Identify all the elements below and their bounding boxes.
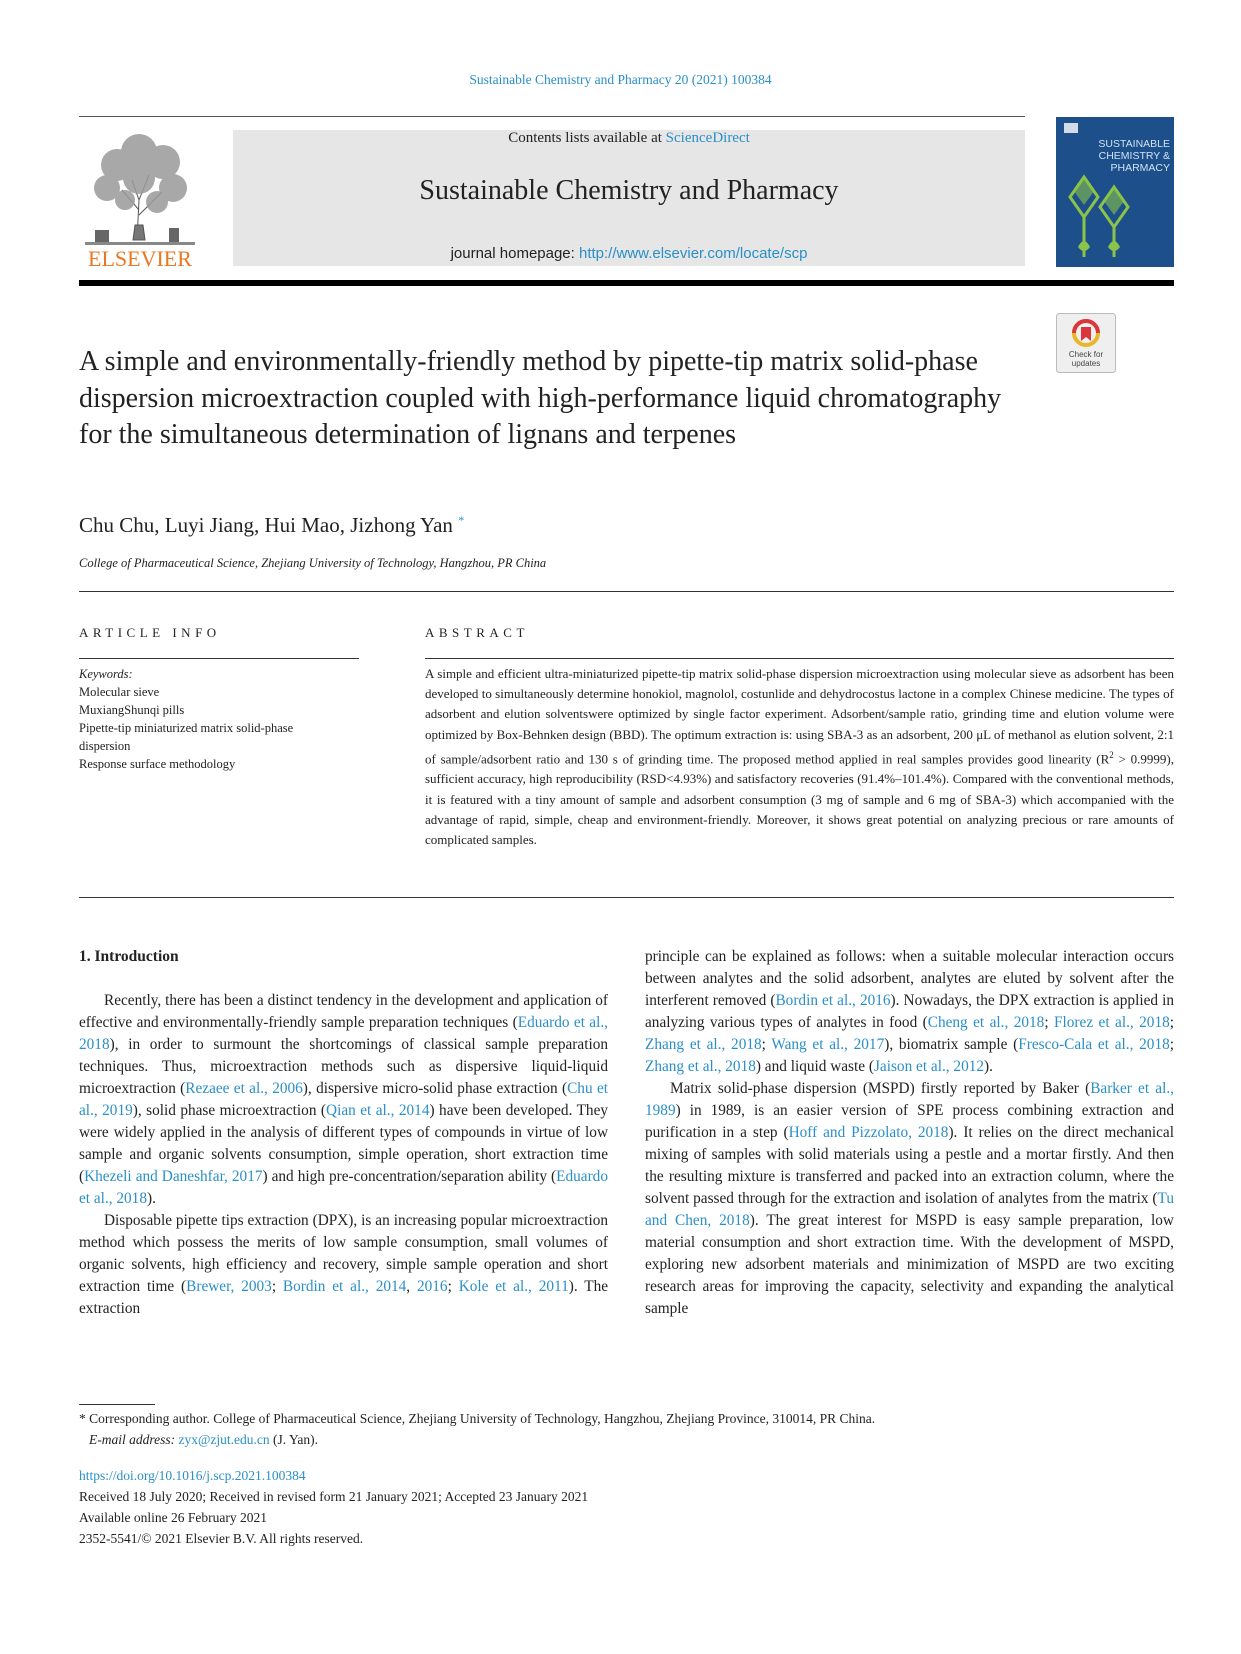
paragraph-text: ; [271,1278,283,1295]
paragraph-text: ). It relies on the direct mechanical mixing of samples with solid materials using a pestle and a mortar firstly. And then the resulting mixture is transferred and packed into an extraction column, where the solvent passed through for the extraction and isolation of analytes from the matrix ( [645,1124,1174,1207]
body-column-left [79,990,608,1320]
citation-link[interactable]: Zhang et al., 2018 [645,1058,756,1075]
body-column-right [645,946,1174,1320]
elsevier-wordmark: ELSEVIER [88,246,192,270]
keyword-item: Molecular sieve [79,685,160,699]
section-heading-introduction: 1. Introduction [79,948,179,965]
header-thick-rule [79,280,1174,286]
citation-link[interactable]: Cheng et al., 2018 [927,1014,1045,1031]
citation-link[interactable]: Zhang et al., 2018 [645,1036,762,1053]
paragraph-text: ; [1169,1036,1174,1053]
abstract-bottom-rule [79,897,1174,898]
keyword-item: MuxiangShunqi pills [79,703,185,717]
paragraph [645,946,1174,1078]
header-rule [79,116,1025,117]
paragraph-text: ) and liquid waste ( [755,1058,874,1075]
paragraph-text: ; [1044,1014,1055,1031]
contents-prefix: Contents lists available at [508,130,666,146]
journal-reference-link[interactable]: Sustainable Chemistry and Pharmacy 20 (2021) 100384 [469,72,772,87]
doi-link[interactable]: https://doi.org/10.1016/j.scp.2021.100384 [79,1468,306,1483]
elsevier-tree-icon [77,130,203,270]
footnote-email-line [79,1429,875,1450]
keyword-item: Pipette-tip miniaturized matrix solid-phase [79,721,294,735]
paragraph-text: ; [1169,1014,1174,1031]
citation-link[interactable]: Tu and Chen, 2018 [645,1190,1174,1229]
paragraph-text: Recently, there has been a distinct tendency in the development and application of effective and environmentally-friendly sample preparation techniques ( [79,992,608,1031]
paragraph [79,990,608,1210]
check-for-updates-icon [1056,313,1116,373]
homepage-link[interactable]: http://www.elsevier.com/locate/scp [579,245,808,262]
svg-text:PHARMACY: PHARMACY [1110,162,1170,174]
received-dates: Received 18 July 2020; Received in revised form 21 January 2021; Accepted 23 January 2021 [79,1489,589,1504]
email-label: E-mail address: [89,1432,179,1447]
footnote-text: Corresponding author. College of Pharmaceutical Science, Zhejiang University of Technology, Hangzhou, Zhejiang Province, 310014, PR China. [89,1411,876,1426]
citation-link[interactable]: Khezeli and Daneshfar, 2017 [84,1168,263,1185]
available-online: Available online 26 February 2021 [79,1510,267,1525]
citation-link[interactable]: Chu et al., 2019 [79,1080,608,1119]
article-meta [79,1465,588,1549]
svg-text:Check for: Check for [1068,350,1104,359]
citation-link[interactable]: Bordin et al., 2014 [282,1278,407,1295]
author-names: Chu Chu, Luyi Jiang, Hui Mao, Jizhong Yan [79,513,453,537]
homepage-line [233,245,1025,262]
citation-link[interactable]: 2016 [416,1278,448,1295]
abstract-text: A simple and efficient ultra-miniaturized pipette-tip matrix solid-phase dispersion microextraction using molecular sieve as adsorbent has been developed to simultaneously determine honokiol, magnolol, costunlide and dehydrocostus lactone in a complex Chinese medicine. The types of adsorbent and elution solventswere optimized by single factor experiment. Adsorbent/sample ratio, grinding time and elution volume were optimized by Box-Behnken design (BBD). The optimum extraction is: using SBA-3 as an adsorbent, 200 μL of methanol as elution solvent, 2:1 of sample/adsorbent ratio and 130 s of grinding time. The proposed method applied in real samples provides good linearity $(R^2 > 0.9999)$, sufficient accuracy, high reproducibility (RSD<4.93%) and satisfactory recoveries (91.4%–101.4%). Compared with the conventional methods, it is featured with a tiny amount of sample and adsorbent consumption (3 mg of sample and 6 mg of SBA-3) which accompanied with the advantage of rapid, simple, cheap and environment-friendly. Moreover, it shows great potential on analyzing precious or rare amounts of complicated samples. [425,666,1174,847]
paragraph-text: ), solid phase microextraction ( [132,1102,327,1119]
email-suffix: (J. Yan). [269,1432,319,1447]
journal-cover [1056,117,1174,267]
paragraph-text: , [406,1278,417,1295]
footnote [79,1408,875,1450]
citation-link[interactable]: Kole et al., 2011 [458,1278,569,1295]
citation-link[interactable]: Eduardo et al., 2018 [79,1168,608,1207]
keyword-item: dispersion [79,739,131,753]
cover-image-icon [1056,117,1174,267]
keyword-item: Response surface methodology [79,757,236,771]
abstract-heading: ABSTRACT [425,625,529,640]
affiliation-rule [79,591,1174,592]
footnote-mark: * [79,1411,86,1426]
paragraph-text: ). [146,1190,156,1207]
journal-banner [233,130,1025,266]
svg-text:updates: updates [1071,359,1101,368]
footnote-line [79,1408,875,1429]
keywords-block [79,665,359,773]
footnote-rule [79,1404,155,1405]
check-for-updates-badge[interactable] [1056,313,1116,373]
copyright: 2352-5541/© 2021 Elsevier B.V. All rights reserved. [79,1531,364,1546]
article-title: A simple and environmentally-friendly method by pipette-tip matrix solid-phase dispersion microextraction coupled with high-performance liquid chromatography for the simultaneous determination of lignans and terpenes [79,346,1002,450]
svg-text:CHEMISTRY &: CHEMISTRY & [1098,150,1170,162]
paragraph-text: ), in order to surmount the shortcomings of classical sample preparation techniques. Thus, microextraction methods such as dispersive liquid-liquid microextraction ( [79,1036,608,1097]
contents-line [233,130,1025,147]
citation-link[interactable]: Barker et al., 1989 [645,1080,1174,1119]
citation-link[interactable]: Wang et al., 2017 [771,1036,885,1053]
paragraph [645,1078,1174,1320]
corresponding-author-link[interactable]: * [458,513,465,527]
citation-link[interactable]: Eduardo et al., 2018 [79,1014,608,1053]
paragraph-text: Matrix solid-phase dispersion (MSPD) firstly reported by Baker ( [670,1080,1091,1097]
article-info-rule [79,658,359,659]
citation-link[interactable]: Rezaee et al., 2006 [185,1080,303,1097]
citation-link[interactable]: Jaison et al., 2012 [873,1058,985,1075]
sciencedirect-link[interactable]: ScienceDirect [665,130,750,146]
paragraph-text: ). The extraction [79,1278,609,1317]
paragraph [79,1210,608,1320]
citation-link[interactable]: Qian et al., 2014 [326,1102,430,1119]
citation-link[interactable]: Florez et al., 2018 [1054,1014,1170,1031]
email-link[interactable]: zyx@zjut.edu.cn [178,1432,270,1447]
citation-link[interactable]: Bordin et al., 2016 [775,992,891,1009]
svg-text:SUSTAINABLE: SUSTAINABLE [1098,138,1170,150]
paragraph-text: ) and high pre-concentration/separation ability ( [262,1168,557,1185]
elsevier-logo [77,130,203,270]
citation-link[interactable]: Fresco-Cala et al., 2018 [1018,1036,1170,1053]
paragraph-text: ; [761,1036,772,1053]
paragraph-text: ). The great interest for MSPD is easy sample preparation, low material consumption and short extraction time. With the development of MSPD, exploring new adsorbent materials and minimization of MSPD are two exciting research areas for improving the capacity, selectivity and expanding the analytical sample [645,1212,1174,1317]
paragraph-text: ) in 1989, is an easier version of SPE process combining extraction and purification in a step ( [645,1102,1174,1141]
paragraph-text: ), biomatrix sample ( [884,1036,1019,1053]
keywords-label: Keywords: [79,667,133,681]
paragraph-text: ) have been developed. They were widely applied in the analysis of different types of compounds in virtue of low sample and organic solvents consumption, simple operation, short extraction time ( [79,1102,609,1185]
paragraph-text: ; [447,1278,459,1295]
homepage-prefix: journal homepage: [450,245,579,262]
paragraph-text: ), dispersive micro-solid phase extraction ( [302,1080,568,1097]
paragraph-text: ). Nowadays, the DPX extraction is applied in analyzing various types of analytes in food ( [645,992,1174,1031]
abstract-rule [425,658,1174,659]
affiliation: College of Pharmaceutical Science, Zhejiang University of Technology, Hangzhou, PR China [79,556,547,570]
paragraph-text: ). [984,1058,993,1075]
author-list [79,513,464,538]
article-info-heading: ARTICLE INFO [79,625,221,640]
citation-link[interactable]: Brewer, 2003 [186,1278,272,1295]
journal-title: Sustainable Chemistry and Pharmacy [419,175,839,206]
citation-link[interactable]: Hoff and Pizzolato, 2018 [788,1124,949,1141]
paragraph-text: Disposable pipette tips extraction (DPX), is an increasing popular microextraction method which possess the merits of low sample consumption, small volumes of organic solvents, high efficiency and recovery, simple sample operation and short extraction time ( [79,1212,608,1295]
paragraph-text: principle can be explained as follows: when a suitable molecular interaction occurs between analytes and the solid adsorbent, analytes are eluted by solvent after the interferent removed ( [645,948,1174,1009]
